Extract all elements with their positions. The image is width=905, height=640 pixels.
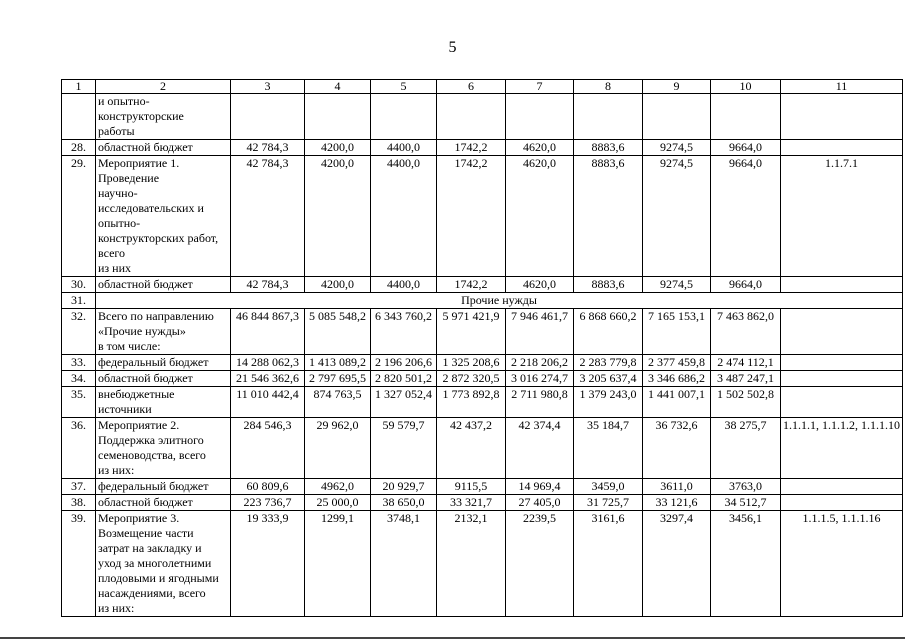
row-number: 37. [62,479,96,495]
row-number: 39. [62,511,96,617]
value-cell [437,94,506,140]
row-label-text: федеральный бюджет [98,355,209,369]
value-cell: 21 546 362,6 [231,371,305,387]
row-label [96,371,231,387]
value-cell: 31 725,7 [574,495,643,511]
value-cell: 3161,6 [574,511,643,617]
task-code [781,371,903,387]
value-cell [506,94,574,140]
value-cell: 2 797 695,5 [305,371,371,387]
table-row [62,511,903,617]
column-header: 7 [506,80,574,94]
column-header: 6 [437,80,506,94]
column-header: 3 [231,80,305,94]
row-label [96,156,231,277]
row-label-text: Всего по направлению «Прочие нужды» в том числе: [98,309,214,353]
value-cell: 7 946 461,7 [506,309,574,355]
value-cell: 3459,0 [574,479,643,495]
row-label-text: Мероприятие 3. Возмещение части затрат на закладку и уход за многолетними плодовыми и ягодными насаждениями, всего из них: [98,511,219,615]
value-cell: 42 784,3 [231,156,305,277]
row-label [96,94,231,140]
value-cell: 4400,0 [371,156,437,277]
value-cell: 36 732,6 [643,418,711,479]
row-number: 33. [62,355,96,371]
value-cell: 1742,2 [437,156,506,277]
value-cell: 38 275,7 [711,418,781,479]
value-cell: 1 327 052,4 [371,387,437,418]
value-cell [231,94,305,140]
value-cell: 3 016 274,7 [506,371,574,387]
table-row [62,94,903,140]
value-cell: 5 971 421,9 [437,309,506,355]
value-cell: 2 474 112,1 [711,355,781,371]
table-row [62,355,903,371]
value-cell: 2132,1 [437,511,506,617]
row-label [96,277,231,293]
value-cell: 4400,0 [371,277,437,293]
value-cell: 2 283 779,8 [574,355,643,371]
value-cell: 3763,0 [711,479,781,495]
value-cell [371,94,437,140]
row-number: 30. [62,277,96,293]
value-cell: 2 196 206,6 [371,355,437,371]
value-cell: 874 763,5 [305,387,371,418]
scan-edge-line [0,637,905,639]
row-number: 35. [62,387,96,418]
task-code [781,94,903,140]
value-cell: 29 962,0 [305,418,371,479]
page-number: 5 [448,39,457,56]
value-cell: 3 487 247,1 [711,371,781,387]
row-label [96,511,231,617]
value-cell: 223 736,7 [231,495,305,511]
task-code: 1.1.1.5, 1.1.1.16 [781,511,903,617]
row-label-text: и опытно- конструкторские работы [98,94,184,138]
value-cell: 2239,5 [506,511,574,617]
task-code [781,309,903,355]
value-cell: 9274,5 [643,156,711,277]
column-header: 10 [711,80,781,94]
table-row [62,277,903,293]
table-row [62,156,903,277]
value-cell: 1 413 089,2 [305,355,371,371]
value-cell: 284 546,3 [231,418,305,479]
value-cell: 4200,0 [305,277,371,293]
value-cell: 6 343 760,2 [371,309,437,355]
table-row [62,309,903,355]
value-cell: 9115,5 [437,479,506,495]
value-cell: 3 346 686,2 [643,371,711,387]
value-cell: 3611,0 [643,479,711,495]
value-cell: 9664,0 [711,156,781,277]
row-number: 36. [62,418,96,479]
row-label [96,479,231,495]
task-code [781,140,903,156]
table-row [62,371,903,387]
value-cell: 9274,5 [643,140,711,156]
value-cell: 60 809,6 [231,479,305,495]
value-cell: 6 868 660,2 [574,309,643,355]
value-cell: 1 773 892,8 [437,387,506,418]
budget-table [61,79,903,617]
header-row [62,80,903,94]
value-cell [643,94,711,140]
value-cell: 14 969,4 [506,479,574,495]
row-number: 32. [62,309,96,355]
row-label-text: областной бюджет [98,371,193,385]
value-cell: 1 441 007,1 [643,387,711,418]
row-label [96,355,231,371]
table-row [62,418,903,479]
value-cell: 4620,0 [506,277,574,293]
row-number: 29. [62,156,96,277]
value-cell: 4200,0 [305,156,371,277]
value-cell: 4200,0 [305,140,371,156]
value-cell: 1742,2 [437,140,506,156]
column-header: 4 [305,80,371,94]
value-cell: 1 502 502,8 [711,387,781,418]
row-label-text: Мероприятие 2. Поддержка элитного семеноводства, всего из них: [98,418,206,477]
value-cell [574,94,643,140]
row-number: 28. [62,140,96,156]
value-cell: 34 512,7 [711,495,781,511]
value-cell: 4620,0 [506,140,574,156]
value-cell: 4400,0 [371,140,437,156]
task-code [781,479,903,495]
value-cell: 42 784,3 [231,140,305,156]
value-cell: 33 121,6 [643,495,711,511]
value-cell: 4962,0 [305,479,371,495]
column-header: 1 [62,80,96,94]
task-code [781,495,903,511]
value-cell: 59 579,7 [371,418,437,479]
value-cell: 9664,0 [711,140,781,156]
value-cell: 3297,4 [643,511,711,617]
row-label [96,140,231,156]
row-label-text: областной бюджет [98,495,193,509]
value-cell: 2 872 320,5 [437,371,506,387]
row-label [96,495,231,511]
table-row [62,387,903,418]
value-cell: 35 184,7 [574,418,643,479]
value-cell: 2 218 206,2 [506,355,574,371]
value-cell: 3456,1 [711,511,781,617]
row-number: 34. [62,371,96,387]
value-cell: 2 377 459,8 [643,355,711,371]
task-code [781,387,903,418]
value-cell: 25 000,0 [305,495,371,511]
row-label-text: областной бюджет [98,277,193,291]
table-row [62,293,903,309]
section-title: Прочие нужды [96,293,903,309]
value-cell: 3 205 637,4 [574,371,643,387]
value-cell: 1299,1 [305,511,371,617]
value-cell: 1 379 243,0 [574,387,643,418]
value-cell: 1 325 208,6 [437,355,506,371]
value-cell: 42 437,2 [437,418,506,479]
row-label-text: внебюджетные источники [98,387,175,416]
row-label [96,387,231,418]
row-number: 31. [62,293,96,309]
value-cell: 1742,2 [437,277,506,293]
value-cell: 42 784,3 [231,277,305,293]
value-cell: 7 463 862,0 [711,309,781,355]
value-cell: 20 929,7 [371,479,437,495]
value-cell: 38 650,0 [371,495,437,511]
table-row [62,479,903,495]
value-cell: 3748,1 [371,511,437,617]
value-cell [711,94,781,140]
value-cell: 11 010 442,4 [231,387,305,418]
column-header: 8 [574,80,643,94]
row-label-text: Мероприятие 1. Проведение научно- исследовательских и опытно- конструкторских работ, всего из них [98,156,219,275]
value-cell: 27 405,0 [506,495,574,511]
row-label [96,309,231,355]
value-cell: 7 165 153,1 [643,309,711,355]
table-row [62,495,903,511]
task-code [781,277,903,293]
value-cell: 8883,6 [574,156,643,277]
value-cell: 8883,6 [574,140,643,156]
task-code: 1.1.1.1, 1.1.1.2, 1.1.1.10 [781,418,903,479]
task-code [781,355,903,371]
value-cell: 4620,0 [506,156,574,277]
value-cell: 5 085 548,2 [305,309,371,355]
value-cell: 2 820 501,2 [371,371,437,387]
value-cell: 33 321,7 [437,495,506,511]
value-cell: 14 288 062,3 [231,355,305,371]
value-cell [305,94,371,140]
value-cell: 9274,5 [643,277,711,293]
column-header: 11 [781,80,903,94]
row-number [62,94,96,140]
value-cell: 42 374,4 [506,418,574,479]
row-label [96,418,231,479]
row-number: 38. [62,495,96,511]
column-header: 5 [371,80,437,94]
column-header: 2 [96,80,231,94]
value-cell: 19 333,9 [231,511,305,617]
row-label-text: федеральный бюджет [98,479,209,493]
value-cell: 2 711 980,8 [506,387,574,418]
value-cell: 46 844 867,3 [231,309,305,355]
column-header: 9 [643,80,711,94]
value-cell: 9664,0 [711,277,781,293]
value-cell: 8883,6 [574,277,643,293]
row-label-text: областной бюджет [98,140,193,154]
table-row [62,140,903,156]
task-code: 1.1.7.1 [781,156,903,277]
